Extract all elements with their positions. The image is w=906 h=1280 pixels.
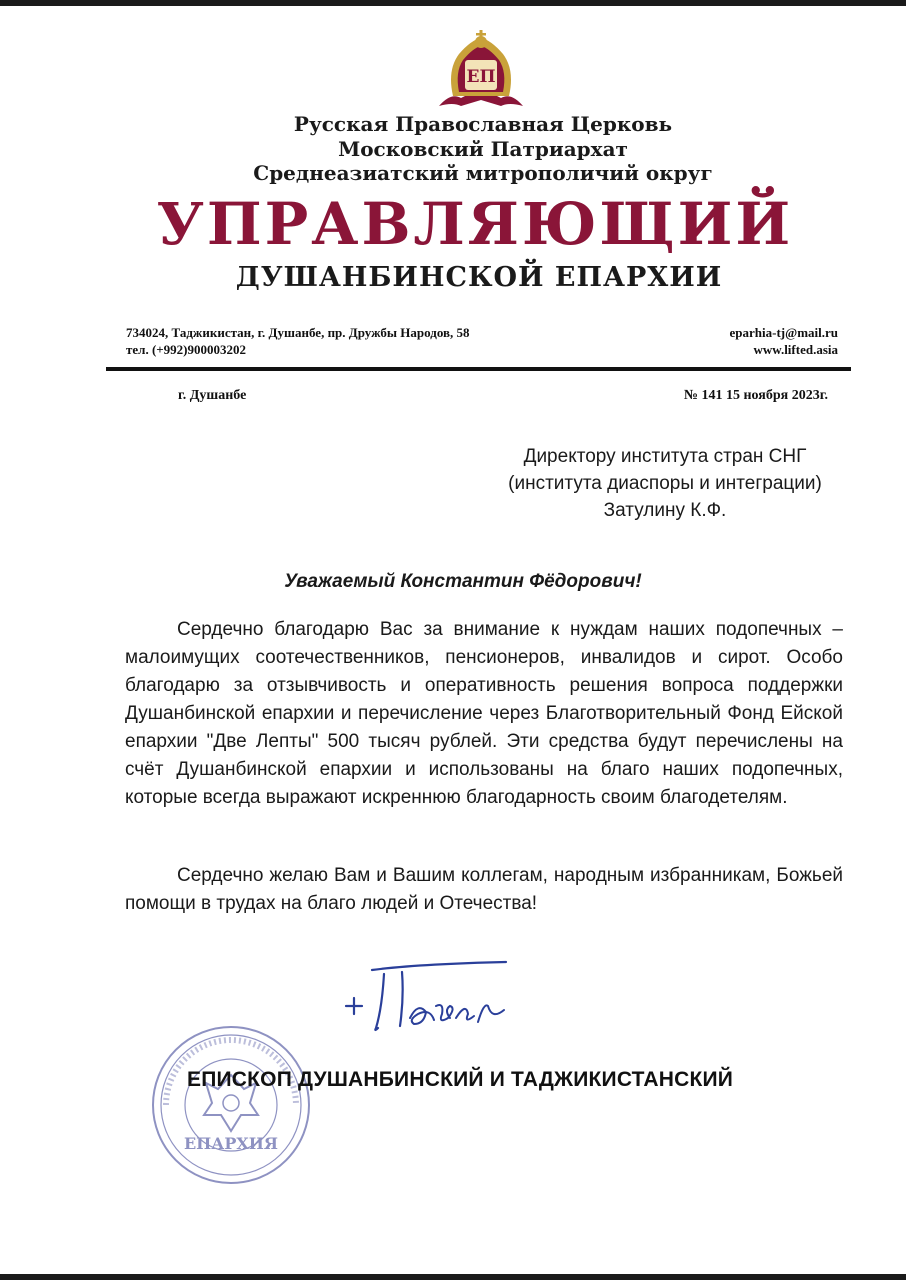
- district-name: Среднеазиатский митрополичий округ: [253, 161, 713, 185]
- signer-title: ЕПИСКОП ДУШАНБИНСКИЙ И ТАДЖИКИСТАНСКИЙ: [187, 1068, 734, 1091]
- letter-page: [0, 6, 906, 1274]
- postal-address: 734024, Таджикистан, г. Душанбе, пр. Дружбы Народов, 58: [126, 325, 470, 340]
- patriarchate-name: Московский Патриархат: [338, 137, 628, 161]
- diocese-emblem-icon: [431, 30, 531, 116]
- body-paragraph: Сердечно желаю Вам и Вашим коллегам, народным избранникам, Божьей помощи в трудах на благо людей и Отечества!: [125, 865, 843, 914]
- handwritten-signature: [338, 958, 508, 1043]
- email-address: eparhia-tj@mail.ru: [729, 325, 838, 340]
- postal-contact: [126, 324, 470, 358]
- website-address: www.lifted.asia: [753, 342, 838, 357]
- letterhead-subtitle: ДУШАНБИНСКОЙ ЕПАРХИИ: [235, 262, 723, 293]
- official-stamp-icon: [146, 1023, 316, 1188]
- header-divider: [106, 367, 851, 371]
- addressee-block: [440, 443, 890, 524]
- salutation: Уважаемый Константин Фёдорович!: [284, 571, 642, 592]
- letterhead-title: УПРАВЛЯЮЩИЙ: [156, 190, 794, 258]
- svg-text:ЕПАРХИЯ: ЕПАРХИЯ: [183, 1134, 279, 1153]
- addressee-line: Директору института стран СНГ: [523, 446, 807, 467]
- addressee-line: (института диаспоры и интеграции): [508, 473, 822, 494]
- body-paragraph: Сердечно благодарю Вас за внимание к нуждам наших подопечных – малоимущих соотечественников, пенсионеров, инвалидов и сирот. Особо благодарю за отзывчивость и оперативность решения вопроса поддержки Душанбинской епархии и перечисление через Благотворительный Фонд Ейской епархии "Две Лепты" 500 тысяч рублей. Эти средства будут перечислены на счёт Душанбинской епархии и использованы на благо наших подопечных, которые всегда выражают искреннюю благодарность своим благодетелям.: [125, 619, 843, 808]
- phone-number: тел. (+992)900003202: [126, 342, 247, 357]
- addressee-line: Затулину К.Ф.: [603, 500, 727, 521]
- svg-text:ЕП: ЕП: [466, 67, 496, 87]
- online-contact: [730, 324, 839, 358]
- letter-place: г. Душанбе: [178, 388, 247, 403]
- church-name: Русская Православная Церковь: [293, 112, 673, 136]
- bottom-edge: [0, 1274, 906, 1280]
- letter-reference: № 141 15 ноября 2023г.: [683, 388, 828, 403]
